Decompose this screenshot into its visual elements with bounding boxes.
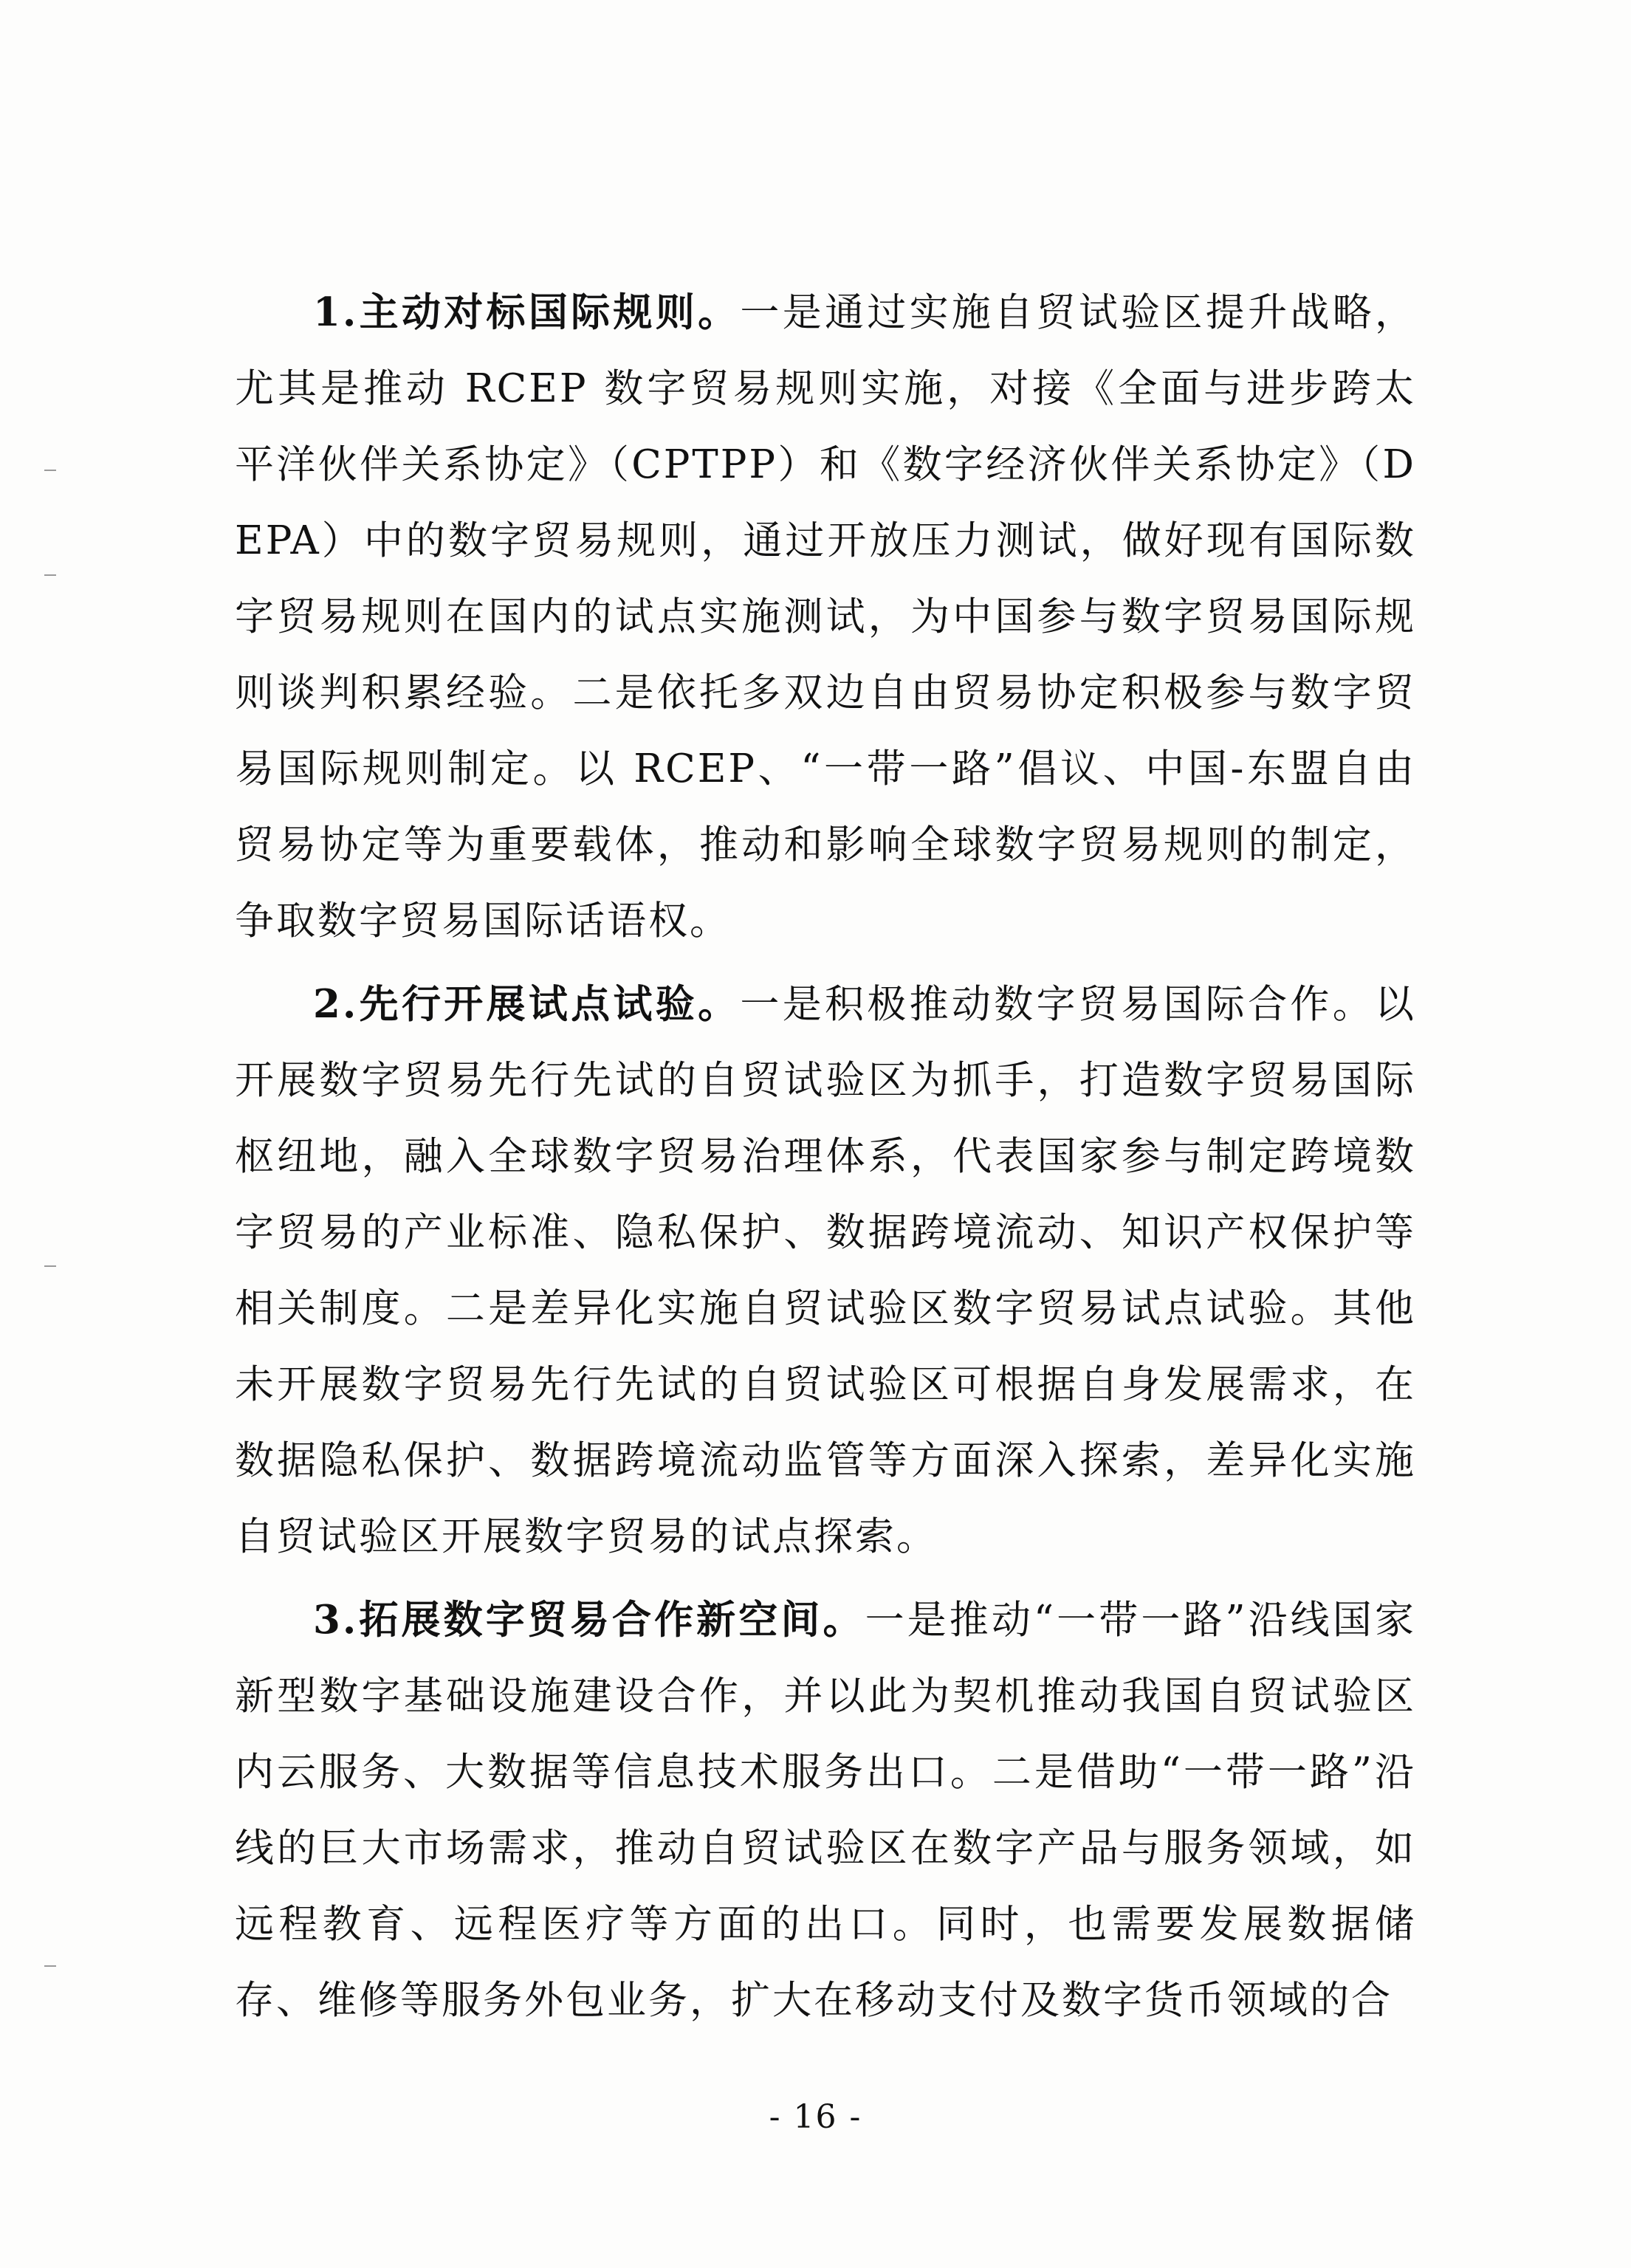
paragraph-1-heading: 1.主动对标国际规则。 xyxy=(313,289,741,335)
page-number: - 16 - xyxy=(769,2098,862,2136)
margin-mark xyxy=(44,470,56,471)
margin-mark xyxy=(44,1265,56,1267)
paragraph-3 xyxy=(235,1582,1416,2038)
paragraph-2 xyxy=(235,966,1416,1575)
paragraph-1-text: 一是通过实施自贸试验区提升战略，尤其是推动 RCEP 数字贸易规则实施，对接《全面与进步跨太平洋伙伴关系协定》（CPTPP）和《数字经济伙伴关系协定》（DEPA）中的数字贸易规则，通过开放压力测试，做好现有国际数字贸易规则在国内的试点实施测试，为中国参与数字贸易国际规则谈判积累经验。二是依托多双边自由贸易协定积极参与数字贸易国际规则制定。以 RCEP、“一带一路”倡议、中国-东盟自由贸易协定等为重要载体，推动和影响全球数字贸易规则的制定，争取数字贸易国际话语权。 xyxy=(235,290,1416,944)
paragraph-2-heading: 2.先行开展试点试验。 xyxy=(313,981,741,1027)
paragraph-3-text: 一是推动“一带一路”沿线国家新型数字基础设施建设合作，并以此为契机推动我国自贸试验区内云服务、大数据等信息技术服务出口。二是借助“一带一路”沿线的巨大市场需求，推动自贸试验区在数字产品与服务领域，如远程教育、远程医疗等方面的出口。同时，也需要发展数据储存、维修等服务外包业务，扩大在移动支付及数字货币领域的合 xyxy=(235,1598,1416,2023)
document-body xyxy=(235,275,1416,2046)
paragraph-1 xyxy=(235,275,1416,959)
paragraph-2-text: 一是积极推动数字贸易国际合作。以开展数字贸易先行先试的自贸试验区为抓手，打造数字贸易国际枢纽地，融入全球数字贸易治理体系，代表国家参与制定跨境数字贸易的产业标准、隐私保护、数据跨境流动、知识产权保护等相关制度。二是差异化实施自贸试验区数字贸易试点试验。其他未开展数字贸易先行先试的自贸试验区可根据自身发展需求，在数据隐私保护、数据跨境流动监管等方面深入探索，差异化实施自贸试验区开展数字贸易的试点探索。 xyxy=(235,982,1416,1559)
margin-mark xyxy=(44,1965,56,1967)
margin-mark xyxy=(44,574,56,576)
paragraph-3-heading: 3.拓展数字贸易合作新空间。 xyxy=(313,1597,865,1643)
